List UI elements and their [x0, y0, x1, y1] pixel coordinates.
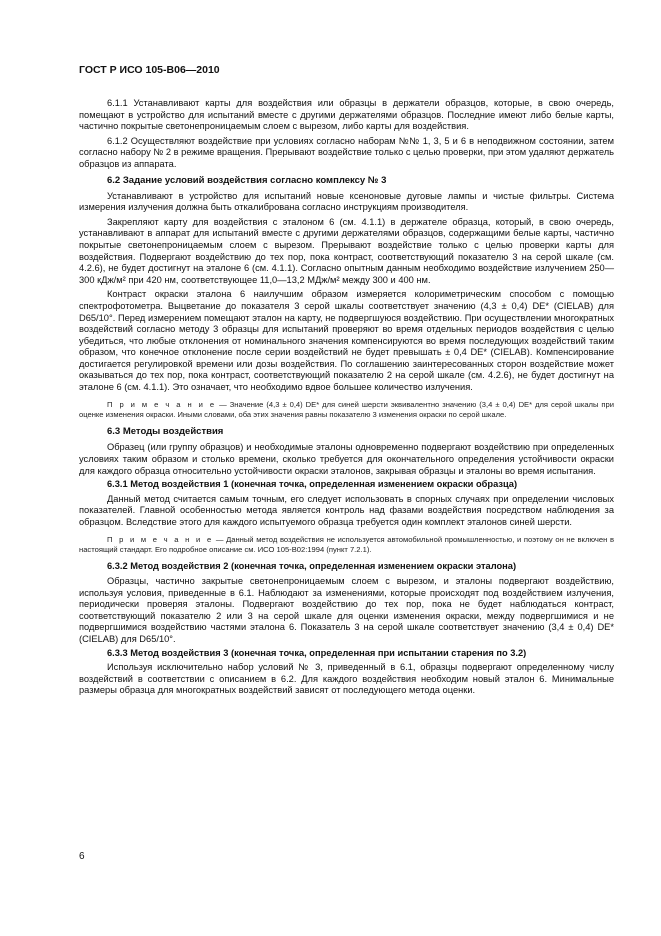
- subsection-heading: 6.3.3 Метод воздействия 3 (конечная точка, определенная при испытании старения по 3.2): [107, 647, 527, 658]
- note-text: — Данный метод воздействия не используется автомобильной промышленностью, и поэтому он не включен в настоящий стандарт. Его подробное описание см. ИСО 105-В02:1994 (пункт 7.2.1).: [79, 534, 614, 555]
- note: [79, 400, 614, 421]
- subsection-heading: 6.3.2 Метод воздействия 2 (конечная точка, определенная изменением окраски эталона): [107, 561, 517, 572]
- paragraph: Данный метод считается самым точным, его следует использовать в спорных случаях при определении числовых показателей. Главной особенностью метода является контроль над фазами воздействия посредством наблюдения за образцом. Вследствие этого для каждого испытуемого образца требуется один комплект эталонов синей шерсти.: [79, 493, 614, 528]
- paragraph: Закрепляют карту для воздействия с эталоном 6 (см. 4.1.1) в держателе образца, который, в свою очередь, устанавливают в аппарат для испытаний вместе с другими держателями образцов, содержащими белые карты, частично покрытые светонепроницаемым слоем с вырезом. Прерывают воздействие только с целью проверки карты для воздействия. Подвергают воздействию до тех пор, пока контраст, соответствующий показателю 3 на серой шкале (см. 4.2.6), не будет достигнут на эталоне 6 (см. 4.1.1). Согласно опытным данным необходимо воздействие излучением 250—300 кДж/м² при 420 нм, соответствующее 11,0—13,2 МДж/м² между 300 и 400 нм.: [79, 216, 614, 285]
- paragraph: 6.1.1 Устанавливают карты для воздействия или образцы в держатели образцов, которые, в свою очередь, помещают в устройство для испытаний вместе с другими держателями образцов. Последние имеют либо белые карты, частично покрытые светонепроницаемым слоем с вырезом, либо карты для воздействия.: [79, 98, 614, 132]
- page-number: 6: [79, 851, 85, 862]
- paragraph: Контраст окраски эталона 6 наилучшим образом измеряется колориметрическим способом с помощью спектрофотометра. Выцветание до показателя 3 серой шкалы соответствует значению (4,3 ± 0,4) DE* (CIELAB) для D65/10°. Перед измерением помещают эталон на карту, не подвергшуюся воздействию. При осуществлении многократных воздействий согласно методу 3 образцы для испытаний проверяют во время отдельных периодов воздействия с целью убедиться, что любые отклонения от номинального значения компенсируются во время последующих воздействий таким образом, что конечное отклонение после серии воздействий не будет превышать ± 0,4 DE* (CIELAB). Компенсирование достигается регулировкой времени или дозы воздействия. По соглашению заинтересованных сторон воздействие может оказываться до тех пор, пока контраст, соответствующий показателю 2 на серой шкале (см. 4.2.6), не будет достигнут на эталоне 6 (см. 4.1.1). Это означает, что необходимо вдвое большее количество излучения.: [79, 289, 614, 393]
- paragraph: Образец (или группу образцов) и необходимые эталоны одновременно подвергают воздействию при определенных условиях таким образом и столько времени, сколько требуется для окончательного определения устойчивости окраски для каждого образца относительно устойчивости окраски эталонов, закрывая образцы и эталоны во время испытания.: [79, 442, 614, 476]
- paragraph: Образцы, частично закрытые светонепроницаемым слоем с вырезом, и эталоны подвергают воздействию, используя условия, приведенные в 6.1. Наблюдают за изменениями, которые происходят под воздействием излучения, периодически проверяя эталоны. Подвергают воздействию до тех пор, пока не будет наблюдаться контраст, соответствующий показателю 2 или 3 на серой шкале для оценки изменения окраски, между подвергшимися и не подвергшимися воздействию частями эталона 6. Показатель 3 на серой шкале соответствует значению (3,4 ± 0,4) DE* (CIELAB) для D65/10°.: [79, 576, 614, 644]
- paragraph: 6.1.2 Осуществляют воздействие при условиях согласно наборам №№ 1, 3, 5 и 6 в неподвижном состоянии, затем согласно набору № 2 в режиме вращения. Прерывают воздействие только с целью проверки, при этом удаляют держатель образцов из аппарата.: [79, 135, 615, 169]
- paragraph: Используя исключительно набор условий № 3, приведенный в 6.1, образцы подвергают определенному числу воздействий в соответствии с описанием в 6.2. Для каждого воздействия необходим новый эталон 6. Минимальные размеры образца для многократных воздействий зависят от последующего метода оценки.: [79, 662, 614, 696]
- note-label: П р и м е ч а н и е: [107, 534, 214, 544]
- note-label: П р и м е ч а н и е: [107, 399, 217, 409]
- note-text: — Значение (4,3 ± 0,4) DE* для синей шерсти эквивалентно значению (3,4 ± 0,4) DE* для серой шкалы при оценке изменения окраски. Иными словами, оба этих значения равны показателю 3 изменения окраски по серой шкале.: [79, 399, 614, 420]
- note: [79, 535, 614, 556]
- section-heading: 6.2 Задание условий воздействия согласно комплексу № 3: [107, 174, 387, 186]
- paragraph: Устанавливают в устройство для испытаний новые ксеноновые дуговые лампы и чистые фильтры. Система измерения излучения должна быть откалибрована согласно инструкциям производителя.: [79, 190, 614, 213]
- document-body: [79, 98, 614, 697]
- subsection-heading: 6.3.1 Метод воздействия 1 (конечная точка, определенная изменением окраски образца): [107, 479, 518, 490]
- document-header: ГОСТ Р ИСО 105-В06—2010: [79, 64, 220, 76]
- section-heading: 6.3 Методы воздействия: [107, 426, 224, 438]
